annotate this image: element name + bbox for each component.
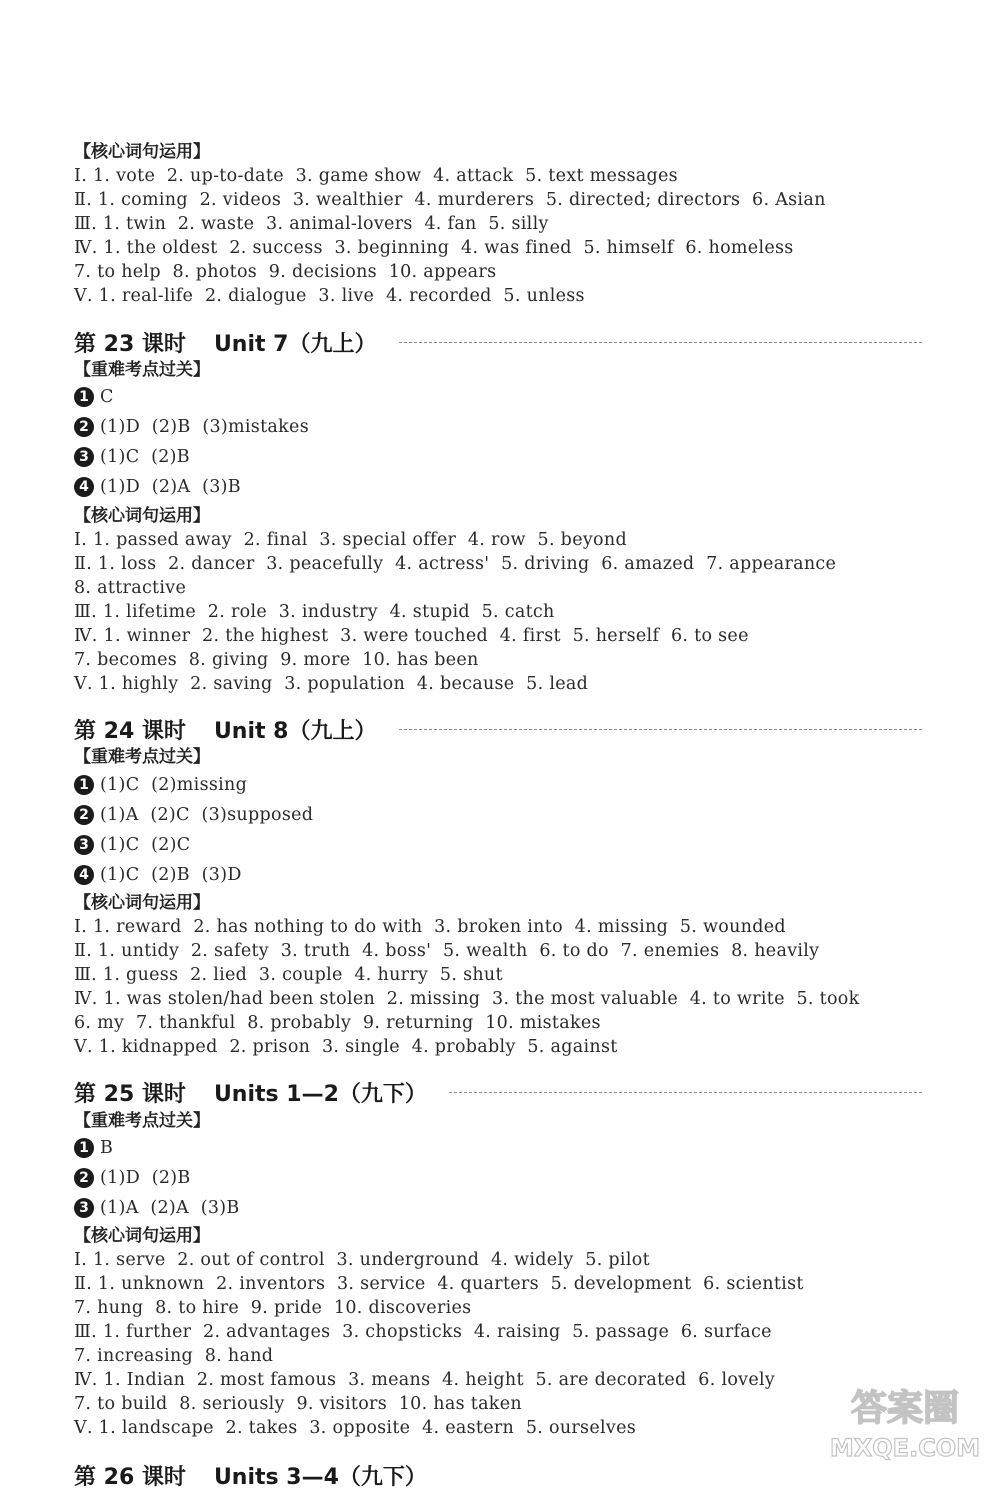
answer-line: 8. attractive [74,578,187,598]
question-item [74,772,247,798]
answer-text: B [100,1138,114,1158]
lesson-24-heading [74,714,922,744]
answer-line: 6. my 7. thankful 8. probably 9. returning 10. mistakes [74,1013,601,1033]
lesson-23-heading [74,327,922,357]
question-item [74,1195,240,1221]
answer-line: Ⅴ. 1. real-life 2. dialogue 3. live 4. recorded 5. unless [74,286,585,306]
number-badge: 1 [74,1138,94,1158]
section-tag: 【核心词句运用】 [74,1226,210,1246]
unit-title: Units 1—2（九下） [213,1081,427,1107]
answer-line: Ⅳ. 1. Indian 2. most famous 3. means 4. height 5. are decorated 6. lovely [74,1370,776,1390]
number-badge: 1 [74,387,94,407]
number-badge: 4 [74,477,94,497]
answer-text: C [100,387,114,407]
question-item [74,802,313,828]
answer-line: Ⅱ. 1. untidy 2. safety 3. truth 4. boss' 5. wealth 6. to do 7. enemies 8. heavily [74,941,820,961]
dashed-divider [449,1092,922,1093]
number-badge: 2 [74,805,94,825]
question-item [74,1135,113,1161]
answer-line: 7. becomes 8. giving 9. more 10. has been [74,650,479,670]
answer-line: 7. hung 8. to hire 9. pride 10. discoveries [74,1298,472,1318]
question-item [74,384,114,410]
answer-line: Ⅳ. 1. was stolen/had been stolen 2. missing 3. the most valuable 4. to write 5. took [74,989,860,1009]
answer-line: Ⅱ. 1. loss 2. dancer 3. peacefully 4. actress' 5. driving 6. amazed 7. appearance [74,554,837,574]
section-tag: 【核心词句运用】 [74,142,210,162]
question-item [74,414,309,440]
dashed-divider [399,342,923,343]
section-tag: 【核心词句运用】 [74,893,210,913]
answer-line: Ⅰ. 1. vote 2. up-to-date 3. game show 4. attack 5. text messages [74,166,678,186]
number-badge: 1 [74,775,94,795]
number-badge: 3 [74,447,94,467]
answer-text: (1)C (2)C [100,835,191,855]
answer-line: Ⅱ. 1. coming 2. videos 3. wealthier 4. murderers 5. directed; directors 6. Asian [74,190,826,210]
watermark-title: 答案圈 [850,1388,960,1429]
answer-line: Ⅴ. 1. landscape 2. takes 3. opposite 4. eastern 5. ourselves [74,1418,637,1438]
section-tag: 【重难考点过关】 [74,747,210,767]
answer-line: Ⅲ. 1. guess 2. lied 3. couple 4. hurry 5. shut [74,965,503,985]
lesson-25-heading [74,1077,922,1107]
unit-title: Unit 7（九上） [213,331,377,357]
question-item [74,832,190,858]
answer-line: Ⅲ. 1. further 2. advantages 3. chopsticks 4. raising 5. passage 6. surface [74,1322,772,1342]
watermark-url: MXQE.COM [829,1434,981,1462]
answer-text: (1)C (2)B [100,447,190,467]
lesson-26-clip [0,1460,1000,1490]
number-badge: 2 [74,1168,94,1188]
answer-line: 7. to help 8. photos 9. decisions 10. appears [74,262,497,282]
number-badge: 3 [74,1198,94,1218]
answer-text: (1)C (2)missing [100,775,248,795]
lesson-26-heading [74,1460,922,1490]
section-tag: 【核心词句运用】 [74,506,210,526]
answer-line: Ⅳ. 1. winner 2. the highest 3. were touched 4. first 5. herself 6. to see [74,626,749,646]
section-tag: 【重难考点过关】 [74,360,210,380]
answer-text: (1)A (2)A (3)B [100,1198,240,1218]
number-badge: 2 [74,417,94,437]
answer-text: (1)D (2)B [100,1168,191,1188]
unit-title: Units 3—4（九下） [213,1464,427,1490]
number-badge: 4 [74,865,94,885]
lesson-number: 第 26 课时 [74,1464,186,1490]
answer-line: Ⅴ. 1. kidnapped 2. prison 3. single 4. probably 5. against [74,1037,618,1057]
number-badge: 3 [74,835,94,855]
dashed-divider [399,729,923,730]
answer-line: Ⅰ. 1. reward 2. has nothing to do with 3. broken into 4. missing 5. wounded [74,917,786,937]
answer-text: (1)A (2)C (3)supposed [100,805,314,825]
question-item [74,1165,191,1191]
answer-line: Ⅰ. 1. passed away 2. final 3. special offer 4. row 5. beyond [74,530,627,550]
answer-text: (1)D (2)A (3)B [100,477,241,497]
question-item [74,444,190,470]
lesson-number: 第 24 课时 [74,718,186,744]
answer-line: Ⅴ. 1. highly 2. saving 3. population 4. because 5. lead [74,674,589,694]
answer-line: Ⅲ. 1. twin 2. waste 3. animal-lovers 4. fan 5. silly [74,214,549,234]
answer-line: Ⅳ. 1. the oldest 2. success 3. beginning 4. was fined 5. himself 6. homeless [74,238,794,258]
answer-line: 7. to build 8. seriously 9. visitors 10. has taken [74,1394,522,1414]
question-item [74,474,241,500]
lesson-number: 第 25 课时 [74,1081,186,1107]
answer-text: (1)C (2)B (3)D [100,865,242,885]
answer-line: 7. increasing 8. hand [74,1346,274,1366]
answer-line: Ⅱ. 1. unknown 2. inventors 3. service 4. quarters 5. development 6. scientist [74,1274,804,1294]
lesson-number: 第 23 课时 [74,331,186,357]
section-tag: 【重难考点过关】 [74,1111,210,1131]
unit-title: Unit 8（九上） [213,718,377,744]
question-item [74,862,242,888]
answer-line: Ⅰ. 1. serve 2. out of control 3. underground 4. widely 5. pilot [74,1250,650,1270]
answer-line: Ⅲ. 1. lifetime 2. role 3. industry 4. stupid 5. catch [74,602,555,622]
answer-text: (1)D (2)B (3)mistakes [100,417,309,437]
